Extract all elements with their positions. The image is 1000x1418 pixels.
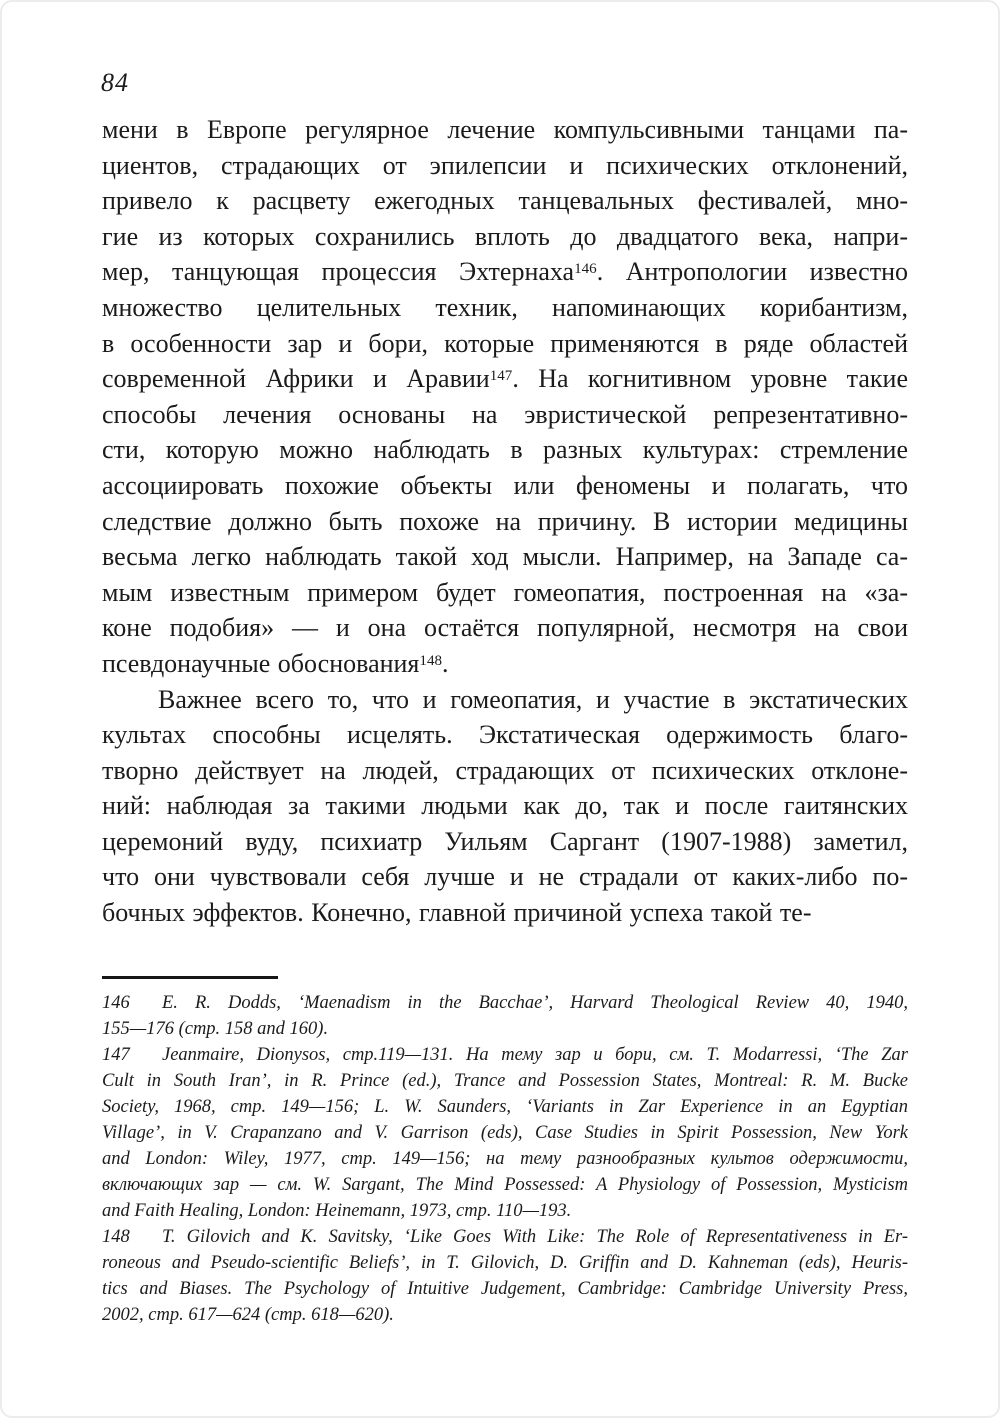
text-line: что они чувствовали себя лучше и не страдали от каких-либо по-	[102, 862, 908, 892]
footnote-number: 148	[102, 1227, 130, 1247]
text-line: коне подобия» — и она остаётся популярной, несмотря на свои	[102, 613, 908, 643]
text-line: мер, танцующая процессия Эхтернаха$^{146}$. Антропологии известно	[102, 257, 908, 287]
footnote-line: tics and Biases. The Psychology of Intuitive Judgement, Cambridge: Cambridge University Press,	[102, 1279, 908, 1299]
text-line: псевдонаучные обоснования$^{148}$.	[102, 648, 449, 678]
footnote-line: 155—176 (стр. 158 and 160).	[102, 1019, 329, 1039]
footnote-ref: 146	[574, 261, 597, 278]
footnote-146	[102, 990, 908, 1042]
text-line: множество целительных техник, напоминающих корибантизм,	[102, 292, 908, 322]
footnote-line: 148 T. Gilovich and K. Savitsky, ‘Like Goes With Like: The Role of Representativeness in Er-	[102, 1224, 908, 1250]
text-line: мым известным примером будет гомеопатия, построенная на «за-	[102, 577, 908, 607]
text-line: ний: наблюдая за такими людьми как до, так и после гаитянских	[102, 791, 908, 821]
footnote-line: 146 E. R. Dodds, ‘Maenadism in the Bacchae’, Harvard Theological Review 40, 1940,	[102, 990, 908, 1016]
footnote-line: 147 Jeanmaire, Dionysos, стр.119—131. На тему зар и бори, см. Т. Modarressi, ‘The Zar	[102, 1042, 908, 1068]
footnote-list	[102, 990, 908, 1328]
footnote-line: Village’, in V. Crapanzano and V. Garrison (eds), Case Studies in Spirit Possession, New York	[102, 1123, 908, 1143]
page-number: 84	[101, 68, 129, 97]
text-line: мени в Европе регулярное лечение компульсивными танцами па-	[102, 115, 908, 144]
footnote-number: 146	[102, 993, 130, 1013]
footnote-ref: 148	[419, 652, 443, 669]
text-line: творно действует на людей, страдающих от психических отклоне-	[102, 755, 908, 785]
footnote-line: Cult in South Iran’, in R. Prince (ed.), Trance and Possession States, Montreal: R. M. Bucke	[102, 1071, 908, 1091]
footnote-number: 147	[102, 1045, 130, 1065]
text-line: современной Африки и Аравии$^{147}$. На когнитивном уровне такие	[102, 364, 908, 394]
text-line: сти, которую можно наблюдать в разных культурах: стремление	[102, 435, 908, 465]
footnote-line: включающих зар — см. W. Sargant, The Mind Possessed: A Physiology of Possession, Mysticism	[102, 1175, 908, 1195]
text-line: ассоциировать похожие объекты или феномены и полагать, что	[102, 470, 908, 500]
footnote-line: Society, 1968, стр. 149—156; L. W. Saunders, ‘Variants in Zar Experience in an Egyptian	[102, 1097, 908, 1117]
text-line: гие из которых сохранились вплоть до двадцатого века, напри-	[102, 221, 908, 251]
text-line: циентов, страдающих от эпилепсии и психических отклонений,	[102, 150, 908, 180]
text-line: способы лечения основаны на эвристической репрезентативно-	[102, 399, 908, 429]
footnote-line: and Faith Healing, London: Heinemann, 1973, стр. 110—193.	[102, 1201, 572, 1221]
footnote-line: and London: Wiley, 1977, стр. 149—156; на тему разнообразных культов одержимости,	[102, 1149, 908, 1169]
text-line: церемоний вуду, психиатр Уильям Саргант (1907-1988) заметил,	[102, 826, 908, 856]
paragraph	[102, 682, 908, 931]
text-line: весьма легко наблюдать такой ход мысли. Например, на Западе са-	[102, 542, 908, 572]
footnote-148	[102, 1224, 908, 1328]
footnote-line: roneous and Pseudo-scientific Beliefs’, in T. Gilovich, D. Griffin and D. Kahneman (eds), Heuris-	[102, 1253, 908, 1273]
text-line: в особенности зар и бори, которые применяются в ряде областей	[102, 328, 908, 358]
footnote-line: 2002, стр. 617—624 (стр. 618—620).	[102, 1305, 394, 1325]
paragraph	[102, 112, 908, 682]
body-text	[102, 112, 908, 931]
text-line: культах способны исцелять. Экстатическая одержимость благо-	[102, 720, 908, 750]
text-line: привело к расцвету ежегодных танцевальных фестивалей, мно-	[102, 186, 908, 216]
footnote-147	[102, 1042, 908, 1224]
footnote-separator	[102, 976, 278, 979]
text-line: Важнее всего то, что и гомеопатия, и участие в экстатических	[158, 684, 908, 714]
text-line: следствие должно быть похоже на причину. В истории медицины	[102, 506, 908, 536]
text-line: бочных эффектов. Конечно, главной причиной успеха такой те-	[102, 898, 812, 928]
footnote-ref: 147	[489, 367, 513, 384]
